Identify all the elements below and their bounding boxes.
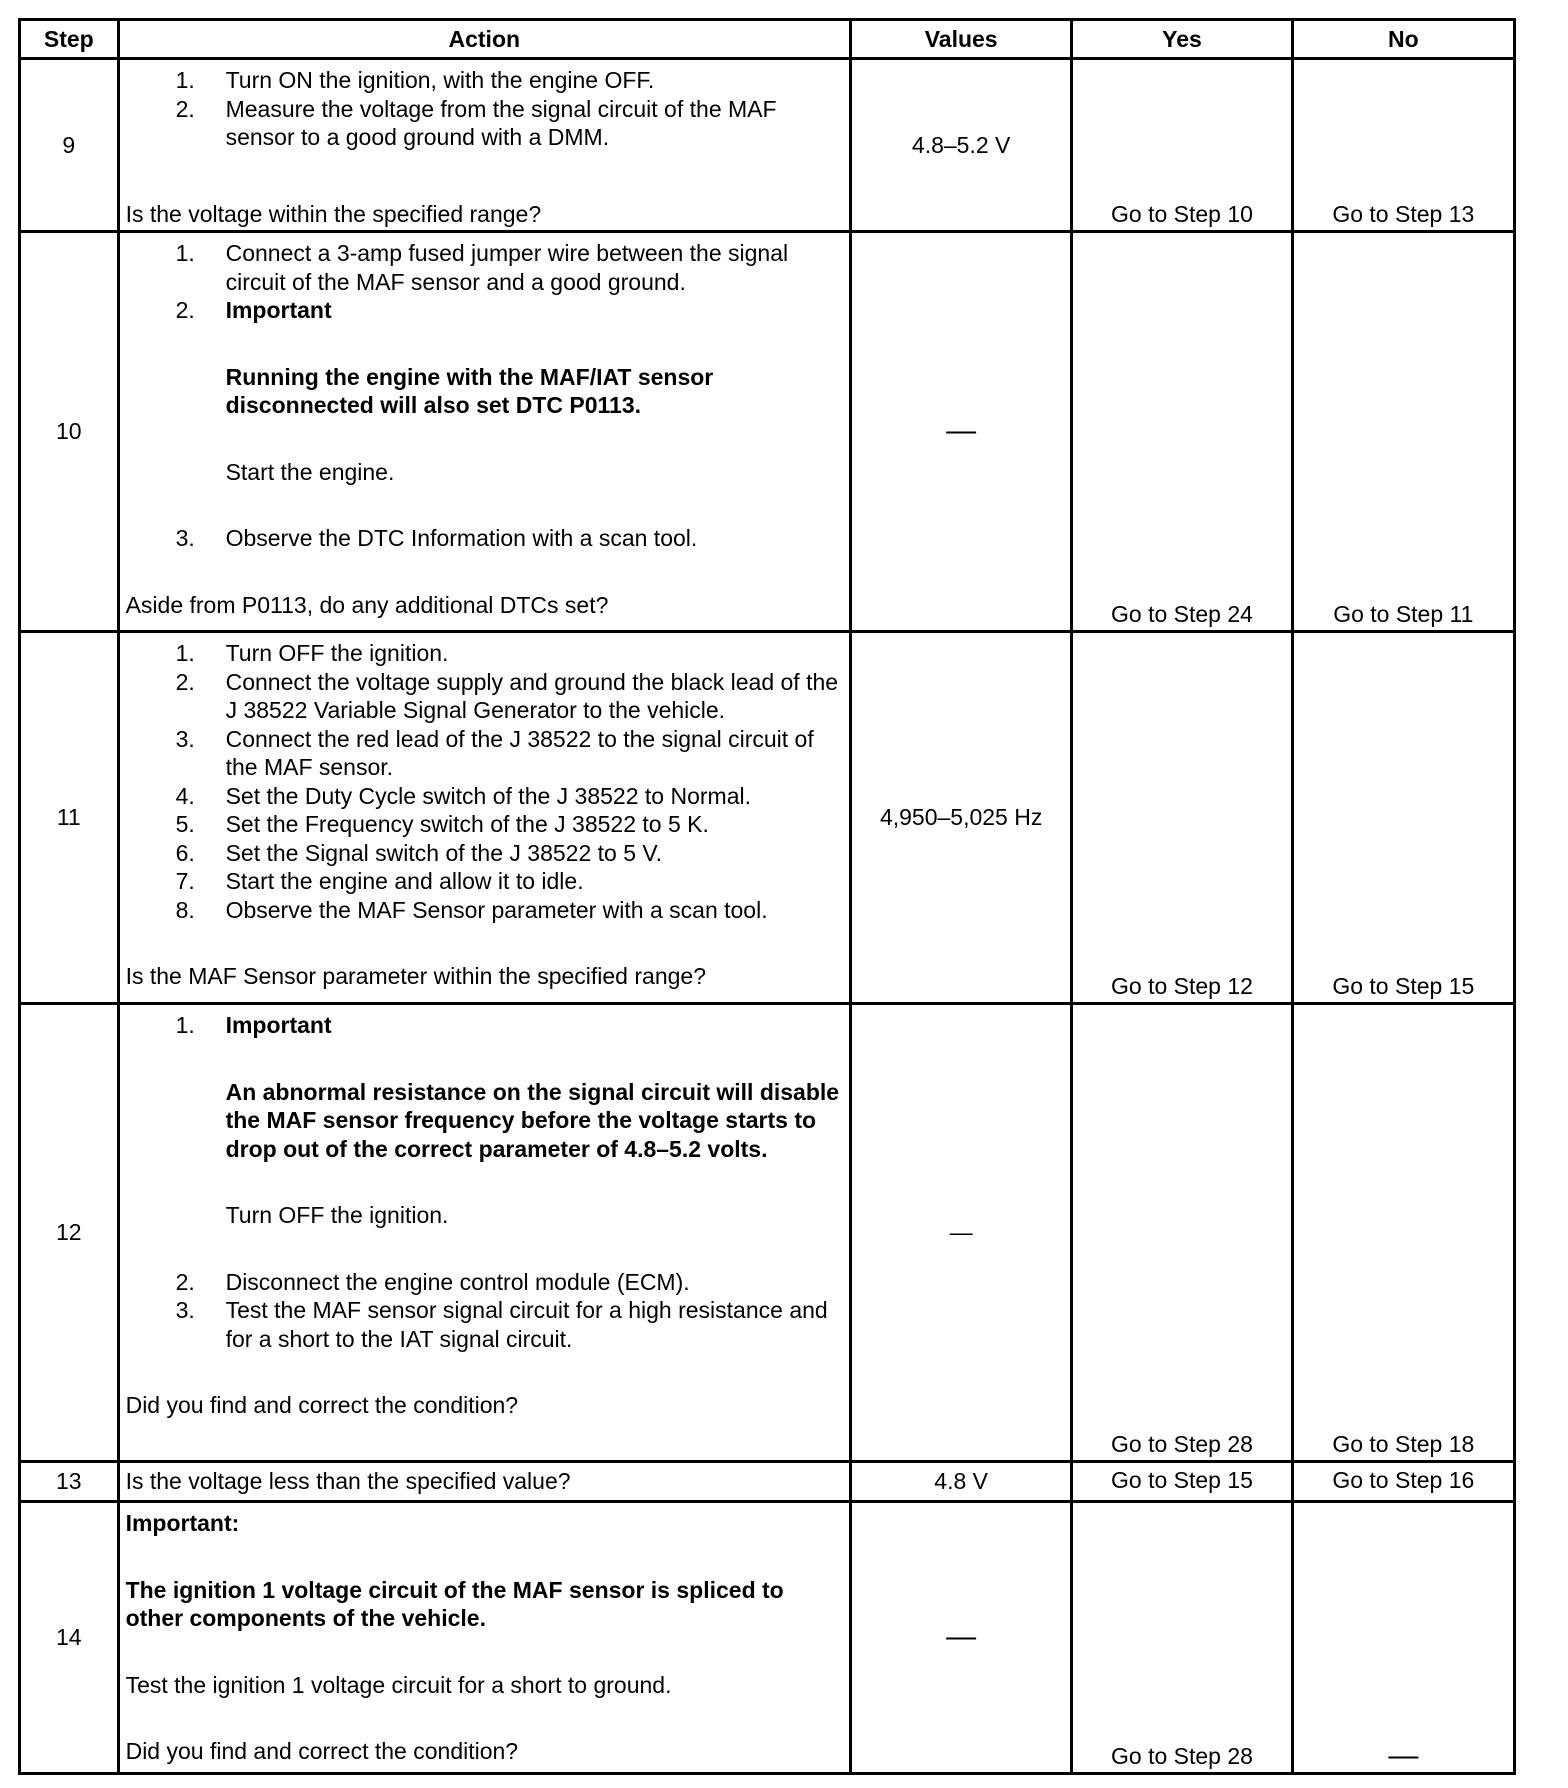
list-item: 2. Important Running the engine with the MAF/IAT sensor disconnected will also set DTC P0113. Start the engine. xyxy=(126,296,845,486)
yes-link[interactable]: Go to Step 24 xyxy=(1072,232,1292,632)
action-question: Is the MAF Sensor parameter within the specified range? xyxy=(125,963,706,989)
action-cell xyxy=(118,232,850,632)
step-number: 12 xyxy=(20,1004,119,1462)
list-item: 2. Disconnect the engine control module (ECM). xyxy=(175,1268,690,1295)
header-step: Step xyxy=(20,20,119,59)
important-note: An abnormal resistance on the signal circuit will disable the MAF sensor frequency before the voltage starts to drop out of the correct parameter of 4.8–5.2 volts. xyxy=(225,1078,840,1162)
yes-link[interactable]: Go to Step 28 xyxy=(1072,1004,1292,1462)
list-item: 8. Observe the MAF Sensor parameter with a scan tool. xyxy=(175,896,768,923)
table-row-step-11 xyxy=(20,632,1515,1004)
yes-link[interactable]: Go to Step 28 xyxy=(1072,1502,1292,1774)
action-question: Is the voltage less than the specified value? xyxy=(118,1462,850,1502)
table-row-step-12 xyxy=(20,1004,1515,1462)
action-question: Aside from P0113, do any additional DTCs set? xyxy=(125,591,609,618)
no-link[interactable]: Go to Step 16 xyxy=(1292,1462,1514,1502)
action-cell: Important: The ignition 1 voltage circuit of the MAF sensor is spliced to other components of the vehicle. Test the ignition 1 voltage circuit for a short to ground. Did you find and correct the condition? xyxy=(118,1502,850,1774)
header-yes: Yes xyxy=(1072,20,1292,59)
no-link[interactable]: Go to Step 13 xyxy=(1292,59,1514,232)
action-cell xyxy=(118,632,850,1004)
list-item: 3. Test the MAF sensor signal circuit for a high resistance and for a short to the IAT signal circuit. xyxy=(175,1297,828,1352)
table-row-step-10 xyxy=(20,232,1515,632)
step-number: 14 xyxy=(20,1502,119,1774)
header-action: Action xyxy=(118,20,850,59)
table-header-row xyxy=(20,20,1515,59)
yes-link[interactable]: Go to Step 15 xyxy=(1072,1462,1292,1502)
list-item: 1. Connect a 3-amp fused jumper wire between the signal circuit of the MAF sensor and a good ground. xyxy=(175,240,789,295)
step-number: 9 xyxy=(20,59,119,232)
action-cell xyxy=(118,59,850,232)
important-heading: Important: xyxy=(125,1510,240,1536)
list-item: 3. Observe the DTC Information with a scan tool. xyxy=(175,525,698,551)
table-row-step-13 xyxy=(20,1462,1515,1502)
important-heading: Important xyxy=(225,1012,332,1038)
values-cell: 4,950–5,025 Hz xyxy=(850,632,1071,1004)
no-link: — xyxy=(1292,1502,1514,1774)
list-item: 6. Set the Signal switch of the J 38522 to 5 V. xyxy=(175,839,663,866)
values-cell: 4.8–5.2 V xyxy=(850,59,1071,232)
action-question: Is the voltage within the specified range? xyxy=(125,200,542,227)
values-cell: — xyxy=(850,1502,1071,1774)
action-cell xyxy=(118,1004,850,1462)
step-number: 13 xyxy=(20,1462,119,1502)
action-question: Did you find and correct the condition? xyxy=(125,1738,519,1764)
table-row-step-9 xyxy=(20,59,1515,232)
no-link[interactable]: Go to Step 11 xyxy=(1292,232,1514,632)
values-cell: 4.8 V xyxy=(850,1462,1071,1502)
diagnostic-table-page xyxy=(18,18,1516,1775)
list-item: 1. Turn OFF the ignition. xyxy=(175,640,449,666)
list-item: 4. Set the Duty Cycle switch of the J 38522 to Normal. xyxy=(175,782,751,809)
step-number: 11 xyxy=(20,632,119,1004)
list-item: 3. Connect the red lead of the J 38522 to the signal circuit of the MAF sensor. xyxy=(175,725,814,780)
list-item: 1. Important An abnormal resistance on the signal circuit will disable the MAF sensor frequency before the voltage starts to drop out of the correct parameter of 4.8–5.2 volts. Turn OFF the ignition. xyxy=(126,1011,845,1230)
list-item: 2. Connect the voltage supply and ground the black lead of the J 38522 Variable Signal Generator to the vehicle. xyxy=(175,668,839,723)
header-no: No xyxy=(1292,20,1514,59)
values-cell: — xyxy=(850,1004,1071,1462)
list-item: 1. Turn ON the ignition, with the engine OFF. xyxy=(175,67,655,93)
diagnostic-steps-table xyxy=(18,18,1516,1775)
yes-link[interactable]: Go to Step 12 xyxy=(1072,632,1292,1004)
yes-link[interactable]: Go to Step 10 xyxy=(1072,59,1292,232)
important-note: Running the engine with the MAF/IAT sensor disconnected will also set DTC P0113. xyxy=(225,363,714,418)
header-values: Values xyxy=(850,20,1071,59)
step-number: 10 xyxy=(20,232,119,632)
important-heading: Important xyxy=(225,297,332,323)
no-link[interactable]: Go to Step 18 xyxy=(1292,1004,1514,1462)
list-item: 7. Start the engine and allow it to idle. xyxy=(175,868,584,894)
list-item: 5. Set the Frequency switch of the J 38522 to 5 K. xyxy=(175,811,709,837)
important-note: The ignition 1 voltage circuit of the MAF sensor is spliced to other components of the vehicle. xyxy=(125,1576,784,1631)
action-question: Did you find and correct the condition? xyxy=(125,1392,519,1418)
values-cell: — xyxy=(850,232,1071,632)
list-item: 2. Measure the voltage from the signal circuit of the MAF sensor to a good ground with a DMM. xyxy=(175,95,777,150)
no-link[interactable]: Go to Step 15 xyxy=(1292,632,1514,1004)
table-row-step-14 xyxy=(20,1502,1515,1774)
